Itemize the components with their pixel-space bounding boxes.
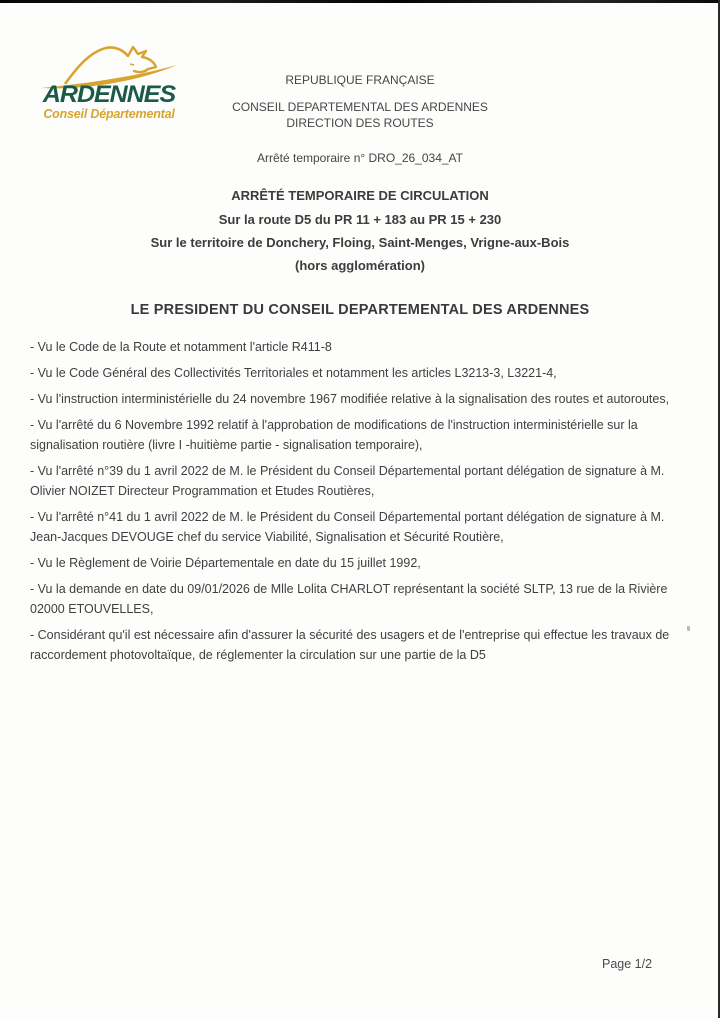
clause-arrete-39: - Vu l'arrêté n°39 du 1 avril 2022 de M. le Président du Conseil Départemental portant délégation de signature à M. Olivier NOIZET Directeur Programmation et Etudes Routières, (30, 464, 665, 498)
logo-subtitle: Conseil Départemental (43, 107, 175, 121)
clauses-list (30, 337, 692, 671)
scan-artifact-top-edge (0, 0, 720, 3)
clause-reglement-voirie: - Vu le Règlement de Voirie Départementale en date du 15 juillet 1992, (30, 556, 421, 570)
logo-wordmark: ARDENNES (42, 80, 176, 108)
council-direction-block (0, 100, 720, 131)
title-line-3: Sur le territoire de Donchery, Floing, Saint-Menges, Vrigne-aux-Bois (150, 235, 570, 250)
title-line-4: (hors agglomération) (294, 258, 425, 273)
republic-line: REPUBLIQUE FRANÇAISE (285, 73, 435, 87)
clause-considerant: - Considérant qu'il est nécessaire afin d'assurer la sécurité des usagers et de l'entreprise qui effectue les travaux de raccordement photovoltaïque, de réglementer la circulation sur une partie de la D5 (30, 628, 670, 662)
clause-arrete-1992: - Vu l'arrêté du 6 Novembre 1992 relatif à l'approbation de modifications de l'instruction interministérielle sur la signalisation routière (livre I -huitième partie - signalisation temporaire), (30, 418, 638, 452)
clause-code-collectivites: - Vu le Code Général des Collectivités Territoriales et notamment les articles L3213-3, L3221-4, (30, 366, 557, 380)
page-number: Page 1/2 (602, 957, 653, 971)
clause-code-route: - Vu le Code de la Route et notamment l'article R411-8 (30, 340, 332, 354)
clause-demande: - Vu la demande en date du 09/01/2026 de Mlle Lolita CHARLOT représentant la société SLTP, 13 rue de la Rivière 02000 ETOUVELLES, (30, 582, 668, 616)
president-heading: LE PRESIDENT DU CONSEIL DEPARTEMENTAL DES ARDENNES (130, 302, 590, 318)
clause-arrete-41: - Vu l'arrêté n°41 du 1 avril 2022 de M. le Président du Conseil Départemental portant délégation de signature à M. Jean-Jacques DEVOUGE chef du service Viabilité, Signalisation et Sécurité Routière, (30, 510, 665, 544)
title-line-1: ARRÊTÉ TEMPORAIRE DE CIRCULATION (231, 188, 489, 203)
direction-line: DIRECTION DES ROUTES (286, 115, 434, 130)
council-line: CONSEIL DEPARTEMENTAL DES ARDENNES (232, 100, 488, 114)
clause-instruction-1967: - Vu l'instruction interministérielle du 24 novembre 1967 modifiée relative à la signalisation des routes et autoroutes, (30, 392, 670, 406)
title-line-2: Sur la route D5 du PR 11 + 183 au PR 15 + 230 (218, 212, 502, 227)
order-number-line: Arrêté temporaire n° DRO_26_034_AT (256, 151, 463, 165)
